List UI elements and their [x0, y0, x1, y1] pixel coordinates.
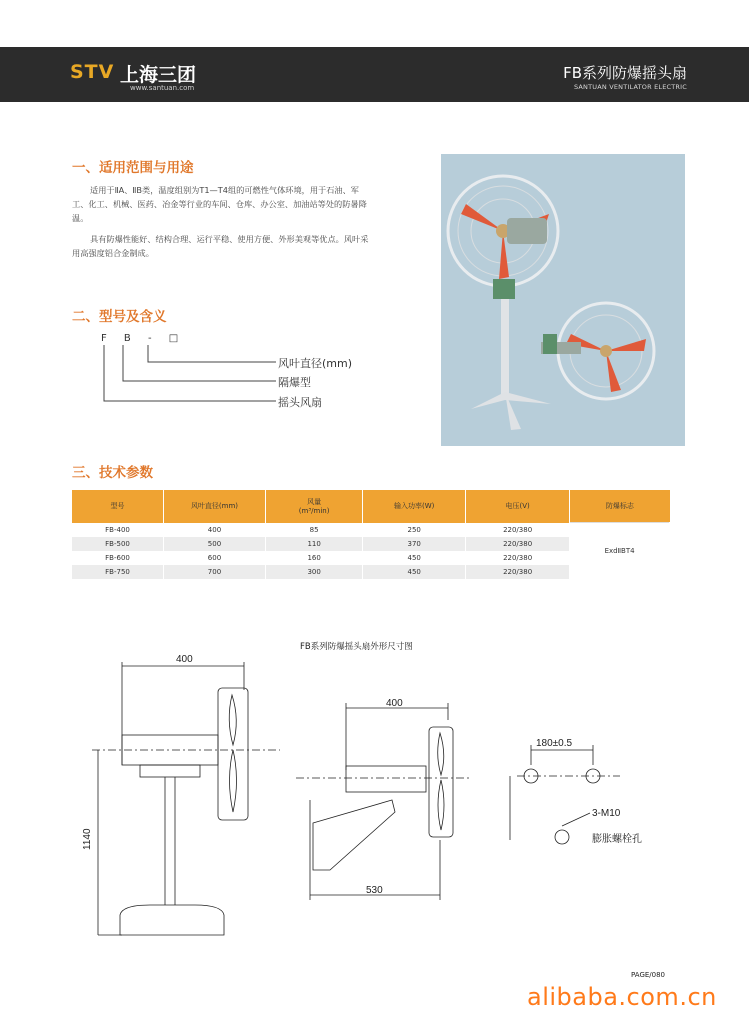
explosion-mark-cell: ExdⅡBT4 [570, 523, 670, 579]
meaning-oscillating-fan: 摇头风扇 [278, 396, 322, 409]
dim-1140: 1140 [82, 828, 93, 850]
cell: FB-600 [72, 551, 164, 565]
cell: 370 [363, 537, 466, 551]
para1-line: 适用于ⅡA、ⅡB类，温度组别为T1—T4组的可燃性气体环境，用于石油、军 [90, 185, 359, 195]
dim-530: 530 [366, 885, 383, 896]
cell: 110 [265, 537, 362, 551]
fan-illustration [441, 154, 685, 446]
bolt-desc: 膨胀螺栓孔 [592, 834, 642, 845]
header-explosion-mark: 防爆标志 [570, 490, 670, 523]
dim-400-stand: 400 [176, 654, 193, 665]
dimension-drawing [0, 650, 749, 950]
header-power: 输入功率(W) [363, 490, 466, 523]
dim-180: 180±0.5 [536, 738, 573, 749]
cell: 220/380 [466, 537, 570, 551]
spec-table-header [72, 490, 670, 523]
spec-table [72, 490, 670, 579]
cell: 220/380 [466, 565, 570, 579]
section1-para2-cont [72, 246, 432, 260]
cell: 700 [164, 565, 266, 579]
header-airflow [265, 490, 362, 523]
cell: 85 [265, 523, 362, 537]
para2-line: 具有防爆性能好、结构合理、运行平稳、使用方便、外形美观等优点。风叶采 [90, 234, 369, 244]
header-subtitle: SANTUAN VENTILATOR ELECTRIC [573, 83, 687, 91]
cell: 220/380 [466, 551, 570, 565]
cell: 400 [164, 523, 266, 537]
section1-para2 [90, 232, 430, 246]
para2-line: 用高强度铝合金制成。 [72, 248, 154, 258]
section3-title: 三、技术参数 [72, 465, 153, 481]
cell: 600 [164, 551, 266, 565]
bolt-spec: 3-M10 [592, 808, 621, 819]
product-photo [441, 154, 685, 446]
cell: FB-750 [72, 565, 164, 579]
model-code-leader-lines [100, 345, 280, 407]
header-voltage: 电压(V) [466, 490, 570, 523]
page-number: PAGE/080 [631, 971, 666, 979]
meaning-flameproof: 隔爆型 [278, 376, 311, 389]
header-blade-diameter: 风叶直径(mm) [164, 490, 266, 523]
cell: 220/380 [466, 523, 570, 537]
brand-logo-cn: 上海三团 [120, 64, 197, 86]
section1-title: 一、适用范围与用途 [72, 160, 194, 176]
header-airflow-unit: (m³/min) [298, 507, 330, 516]
section2-title: 二、型号及含义 [72, 309, 167, 325]
watermark: alibaba.com.cn [527, 983, 717, 1011]
cell: 450 [363, 565, 466, 579]
para1-line: 工、化工、机械、医药、冶金等行业的车间、仓库、办公室、加油站等处的防暑降 [72, 199, 367, 209]
cell: 250 [363, 523, 466, 537]
meaning-blade-diameter: 风叶直径(mm) [278, 357, 353, 370]
header-airflow-label: 风量 [307, 498, 322, 507]
cell: 450 [363, 551, 466, 565]
table-row [72, 523, 670, 537]
header-model: 型号 [72, 490, 164, 523]
brand-url: www.santuan.com [130, 84, 195, 92]
brand-logo-stv: STV [70, 61, 115, 83]
page-header [0, 47, 749, 102]
cell: FB-400 [72, 523, 164, 537]
cell: 160 [265, 551, 362, 565]
cell: 300 [265, 565, 362, 579]
cell: FB-500 [72, 537, 164, 551]
para1-line: 温。 [72, 213, 89, 223]
section1-para1-cont [72, 197, 432, 225]
model-code: F B - □ [101, 333, 186, 344]
drawing-title: FB系列防爆摇头扇外形尺寸图 [300, 642, 413, 652]
dim-400-wall: 400 [386, 698, 403, 709]
header-title: FB系列防爆摇头扇 [563, 64, 687, 82]
cell: 500 [164, 537, 266, 551]
section1-para1 [90, 183, 430, 197]
